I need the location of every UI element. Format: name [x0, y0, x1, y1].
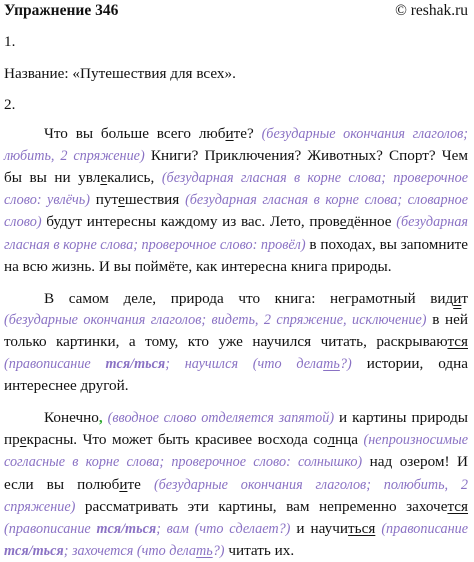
text: и научи	[296, 520, 349, 538]
item-1-number: 1.	[4, 33, 16, 50]
note: (непроизносимые согласные в корне слова; проверочное слово: солнышко)	[4, 432, 468, 471]
paragraph-1	[4, 123, 468, 277]
text: Что вы больше всего люб	[44, 124, 226, 142]
note: (безударная гласная в корне слова; проверочное слово: провёл)	[4, 214, 469, 253]
marked-letter: ться	[348, 520, 376, 538]
note-part: тся/ться	[105, 355, 166, 372]
item-2-number: 2.	[4, 96, 16, 114]
text: те?	[233, 124, 254, 142]
note: (безударная гласная в корне слова; проверочное слово: увлёчь)	[4, 170, 469, 209]
comma-mark: ,	[98, 409, 103, 427]
note-part: ; вам (что сделает?)	[156, 521, 291, 538]
text: в походах, вы запомните на всю жизнь. И вы поймёте, как интересна книга природы.	[4, 235, 468, 275]
text: истории, одна интереснее другой.	[4, 354, 469, 394]
item-1-name: Название: «Путешествия для всех».	[4, 65, 236, 83]
note: (вводное слово отделяется запятой)	[107, 410, 335, 427]
text: кались,	[107, 169, 155, 187]
text: читать их.	[228, 542, 295, 560]
note-part: (правописание	[381, 521, 469, 538]
text: будут интересны каждому из вас. Лето, пров	[46, 213, 340, 231]
marked-letter: е	[339, 213, 347, 231]
text: пут	[95, 191, 119, 209]
note: (безударные окончания глаголов; полюбить, 2 спряжение)	[4, 476, 469, 515]
paragraph-2	[4, 288, 468, 396]
marked-letter: л	[327, 431, 336, 449]
paragraph-3	[4, 407, 468, 562]
marked-letter: е	[118, 191, 125, 209]
note: (безударные окончания глаголов; любить, 2 спряжение)	[4, 125, 469, 164]
text: шествия	[124, 191, 180, 209]
note-part: (правописание	[4, 355, 91, 372]
text: Конечно	[44, 409, 99, 427]
text: т	[461, 290, 468, 308]
marked-letter: е	[100, 169, 108, 187]
note-part: (правописание	[4, 521, 91, 538]
marked-letter: и	[453, 290, 462, 308]
text: в ней только картинки, а тому, кто уже научился читать, раскрываю	[4, 311, 469, 351]
marked-letter: и	[225, 124, 234, 142]
marked-letter: тся	[447, 333, 468, 351]
header	[4, 0, 468, 20]
note-part: ?)	[339, 355, 352, 372]
note-part: ть	[323, 355, 340, 372]
text: В самом деле, природа что книга: неграмотный вид	[44, 290, 454, 308]
note	[4, 521, 290, 537]
marked-letter: тся	[447, 497, 469, 515]
marked-letter: и	[119, 475, 128, 493]
note-part: ; захочется (что дела	[63, 543, 196, 560]
note-part: тся/ться	[96, 521, 157, 538]
text: рассматривать эти картины, вам непременно захоче	[84, 497, 448, 515]
note: (безударная гласная в корне слова; словарное слово)	[4, 192, 469, 231]
text: нца	[335, 431, 359, 449]
note-part: ; научился (что дела	[165, 355, 324, 372]
note-part: ть	[195, 543, 213, 560]
note-part: тся/ться	[4, 543, 64, 560]
note-part: ?)	[212, 543, 225, 560]
marked-letter: е	[19, 431, 27, 449]
text: дённое	[346, 213, 392, 231]
note	[4, 356, 352, 372]
note: (безударные окончания глаголов; видеть, 2 спряжение, исключение)	[4, 312, 427, 329]
site-watermark[interactable]: © reshak.ru	[395, 2, 468, 19]
exercise-title: Упражнение 346	[4, 2, 119, 19]
text: Книги? Приключения? Животных? Спорт? Чем бы вы ни увл	[4, 146, 468, 187]
text: над озером! И если вы полюб	[4, 453, 469, 493]
text: красны. Что может быть красивее восхода со	[26, 431, 328, 449]
text: те	[127, 475, 141, 493]
text: и картины природы пр	[4, 409, 468, 449]
